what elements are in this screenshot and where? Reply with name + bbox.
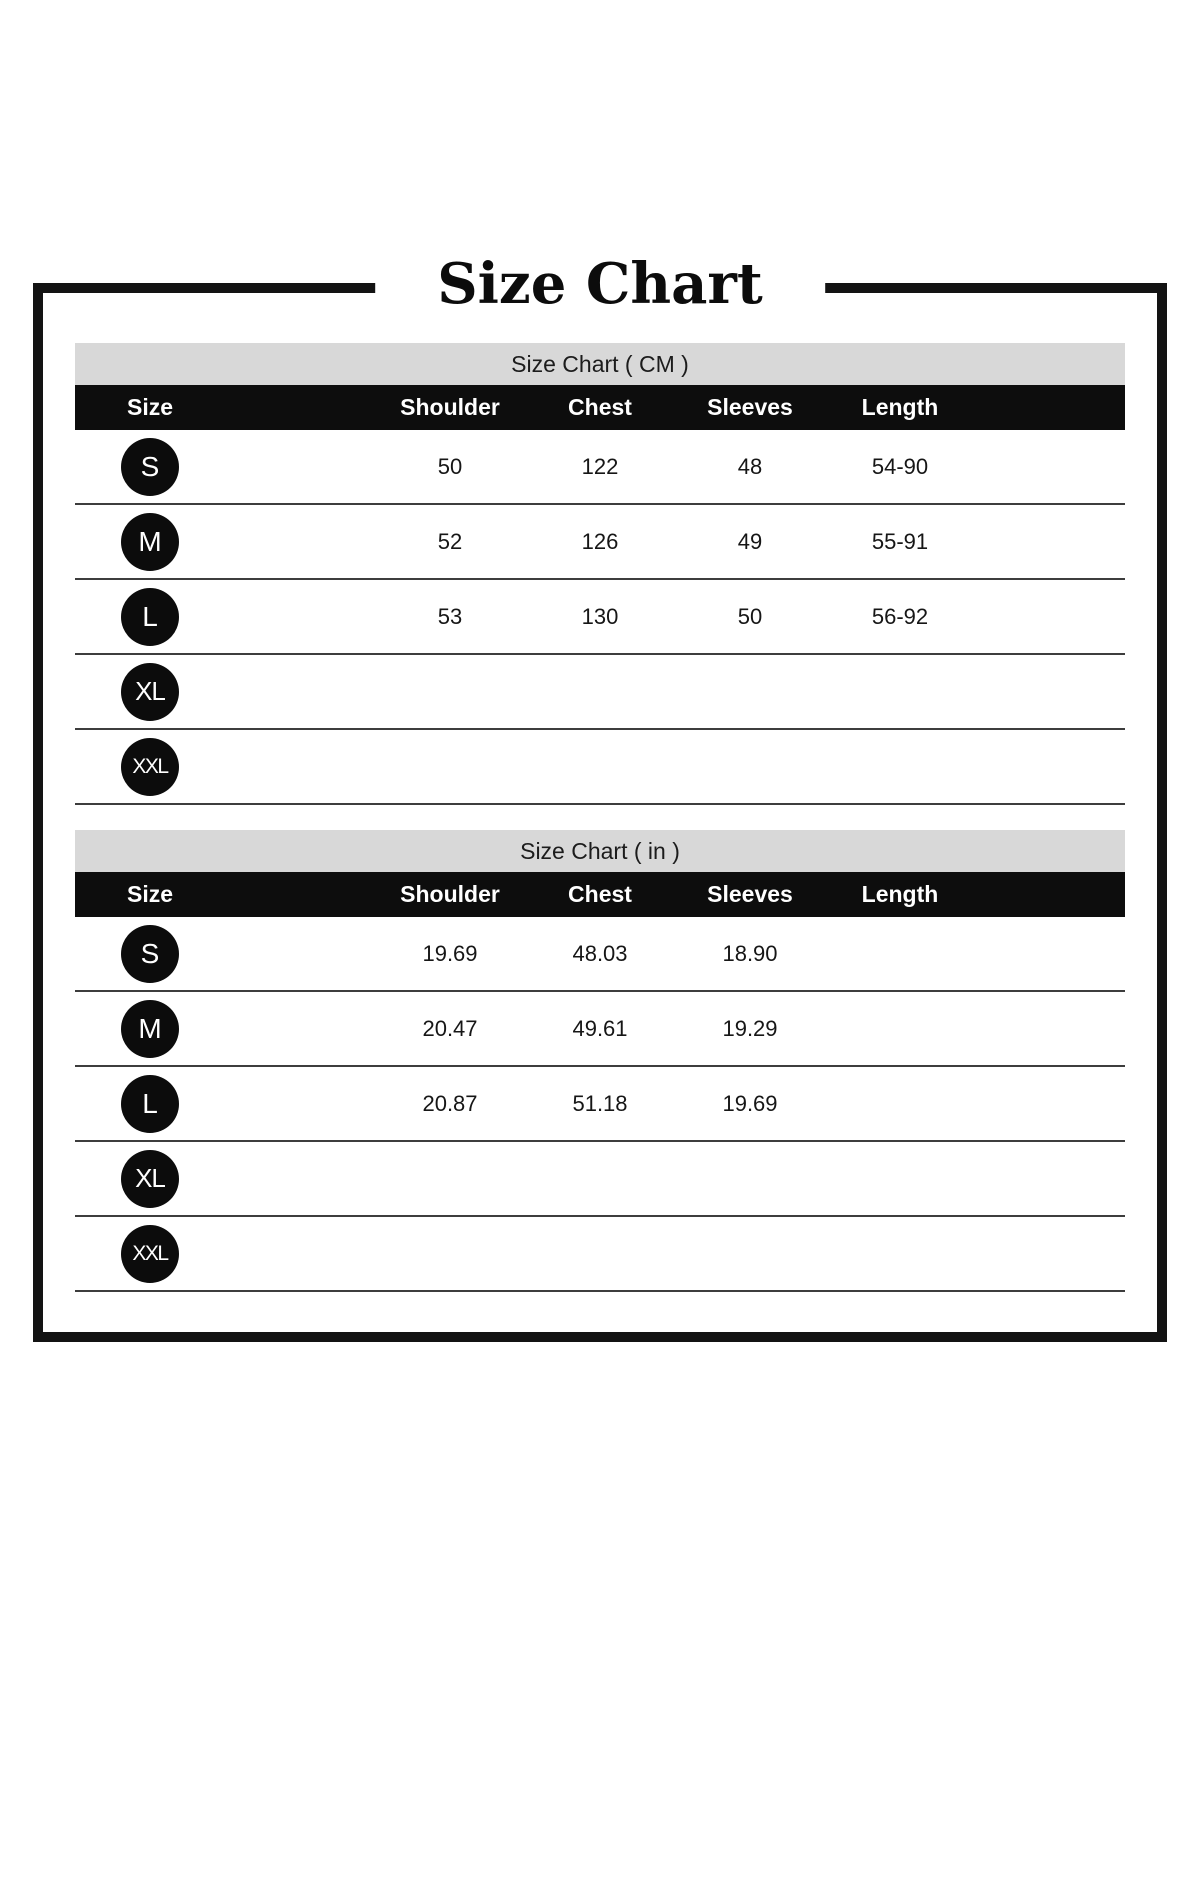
sleeves-value: 50: [737, 603, 763, 629]
column-header-length: Length: [861, 394, 939, 420]
column-header-size: Size: [126, 394, 174, 420]
sleeves-value: 19.69: [722, 1090, 778, 1116]
chest-value: 126: [581, 528, 619, 554]
chest-value: 51.18: [572, 1090, 628, 1116]
shoulder-value: 52: [437, 528, 463, 554]
chest-value: 130: [581, 603, 619, 629]
size-badge-l: L: [121, 1075, 179, 1133]
table-title-in: Size Chart ( in ): [75, 830, 1125, 872]
table-row: [75, 917, 1125, 992]
size-badge-m: M: [121, 1000, 179, 1058]
chest-value: 122: [581, 453, 619, 479]
table-row: [75, 730, 1125, 805]
column-header-chest: Chest: [568, 394, 632, 420]
table-row: [75, 430, 1125, 505]
size-badge-s: S: [121, 438, 179, 496]
page-title: Size Chart: [375, 249, 825, 319]
table-row: [75, 1217, 1125, 1292]
chest-value: 49.61: [572, 1015, 628, 1041]
column-header-length: Length: [861, 881, 939, 907]
table-row: [75, 505, 1125, 580]
shoulder-value: 19.69: [422, 940, 478, 966]
column-header-shoulder: Shoulder: [400, 881, 500, 907]
length-value: 55-91: [871, 528, 929, 554]
table-title-cm: Size Chart ( CM ): [75, 343, 1125, 385]
size-badge-xxl: XXL: [121, 738, 179, 796]
table-row: [75, 992, 1125, 1067]
shoulder-value: 50: [437, 453, 463, 479]
size-chart-box: [33, 251, 1167, 1342]
size-badge-s: S: [121, 925, 179, 983]
table-header-row-in: [75, 872, 1125, 917]
size-table-in: [75, 830, 1125, 1292]
size-badge-xxl: XXL: [121, 1225, 179, 1283]
column-header-size: Size: [126, 881, 174, 907]
size-badge-xl: XL: [121, 1150, 179, 1208]
shoulder-value: 20.87: [422, 1090, 478, 1116]
size-badge-l: L: [121, 588, 179, 646]
sleeves-value: 18.90: [722, 940, 778, 966]
column-header-sleeves: Sleeves: [707, 881, 793, 907]
size-badge-xl: XL: [121, 663, 179, 721]
length-value: 56-92: [871, 603, 929, 629]
table-row: [75, 580, 1125, 655]
length-value: 54-90: [871, 453, 929, 479]
size-table-cm: [75, 343, 1125, 805]
table-header-row-cm: [75, 385, 1125, 430]
size-badge-m: M: [121, 513, 179, 571]
column-header-shoulder: Shoulder: [400, 394, 500, 420]
column-header-chest: Chest: [568, 881, 632, 907]
sleeves-value: 49: [737, 528, 763, 554]
column-header-sleeves: Sleeves: [707, 394, 793, 420]
shoulder-value: 53: [437, 603, 463, 629]
sleeves-value: 48: [737, 453, 763, 479]
table-row: [75, 1142, 1125, 1217]
sleeves-value: 19.29: [722, 1015, 778, 1041]
chest-value: 48.03: [572, 940, 628, 966]
table-row: [75, 655, 1125, 730]
table-row: [75, 1067, 1125, 1142]
shoulder-value: 20.47: [422, 1015, 478, 1041]
